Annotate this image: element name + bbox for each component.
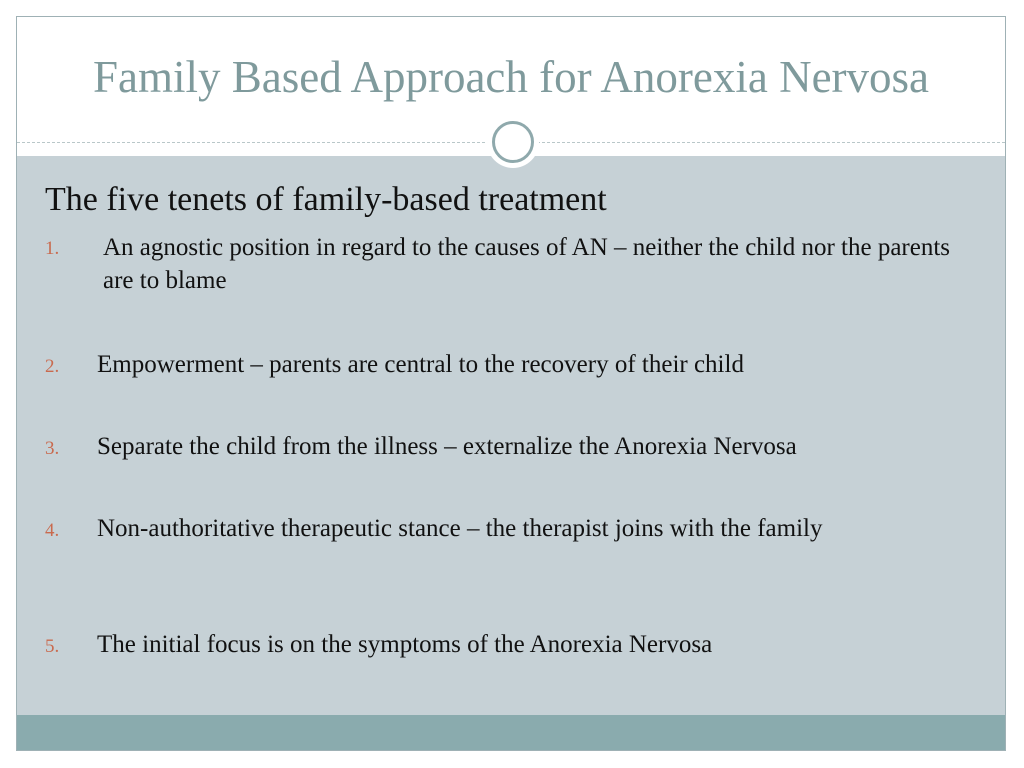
tenet-text: An agnostic position in regard to the causes of AN – neither the child nor the parents are to blame [103, 234, 951, 294]
circle-ornament-icon [487, 116, 539, 168]
tenet-number: 1. [45, 238, 60, 259]
tenet-text: Separate the child from the illness – externalize the Anorexia Nervosa [97, 433, 797, 460]
slide-subtitle: The five tenets of family-based treatment [45, 181, 607, 218]
tenet-number: 4. [45, 520, 60, 541]
tenet-text: Empowerment – parents are central to the recovery of their child [97, 351, 744, 378]
slide-title: Family Based Approach for Anorexia Nervosa [92, 52, 930, 102]
tenet-number: 2. [45, 356, 60, 377]
circle-ring-icon [492, 121, 534, 163]
tenet-text: Non-authoritative therapeutic stance – the therapist joins with the family [97, 515, 823, 542]
footer-bar [17, 715, 1005, 750]
tenet-number: 3. [45, 438, 60, 459]
tenet-number: 5. [45, 636, 60, 657]
tenet-text: The initial focus is on the symptoms of the Anorexia Nervosa [97, 631, 713, 658]
slide [16, 16, 1006, 751]
